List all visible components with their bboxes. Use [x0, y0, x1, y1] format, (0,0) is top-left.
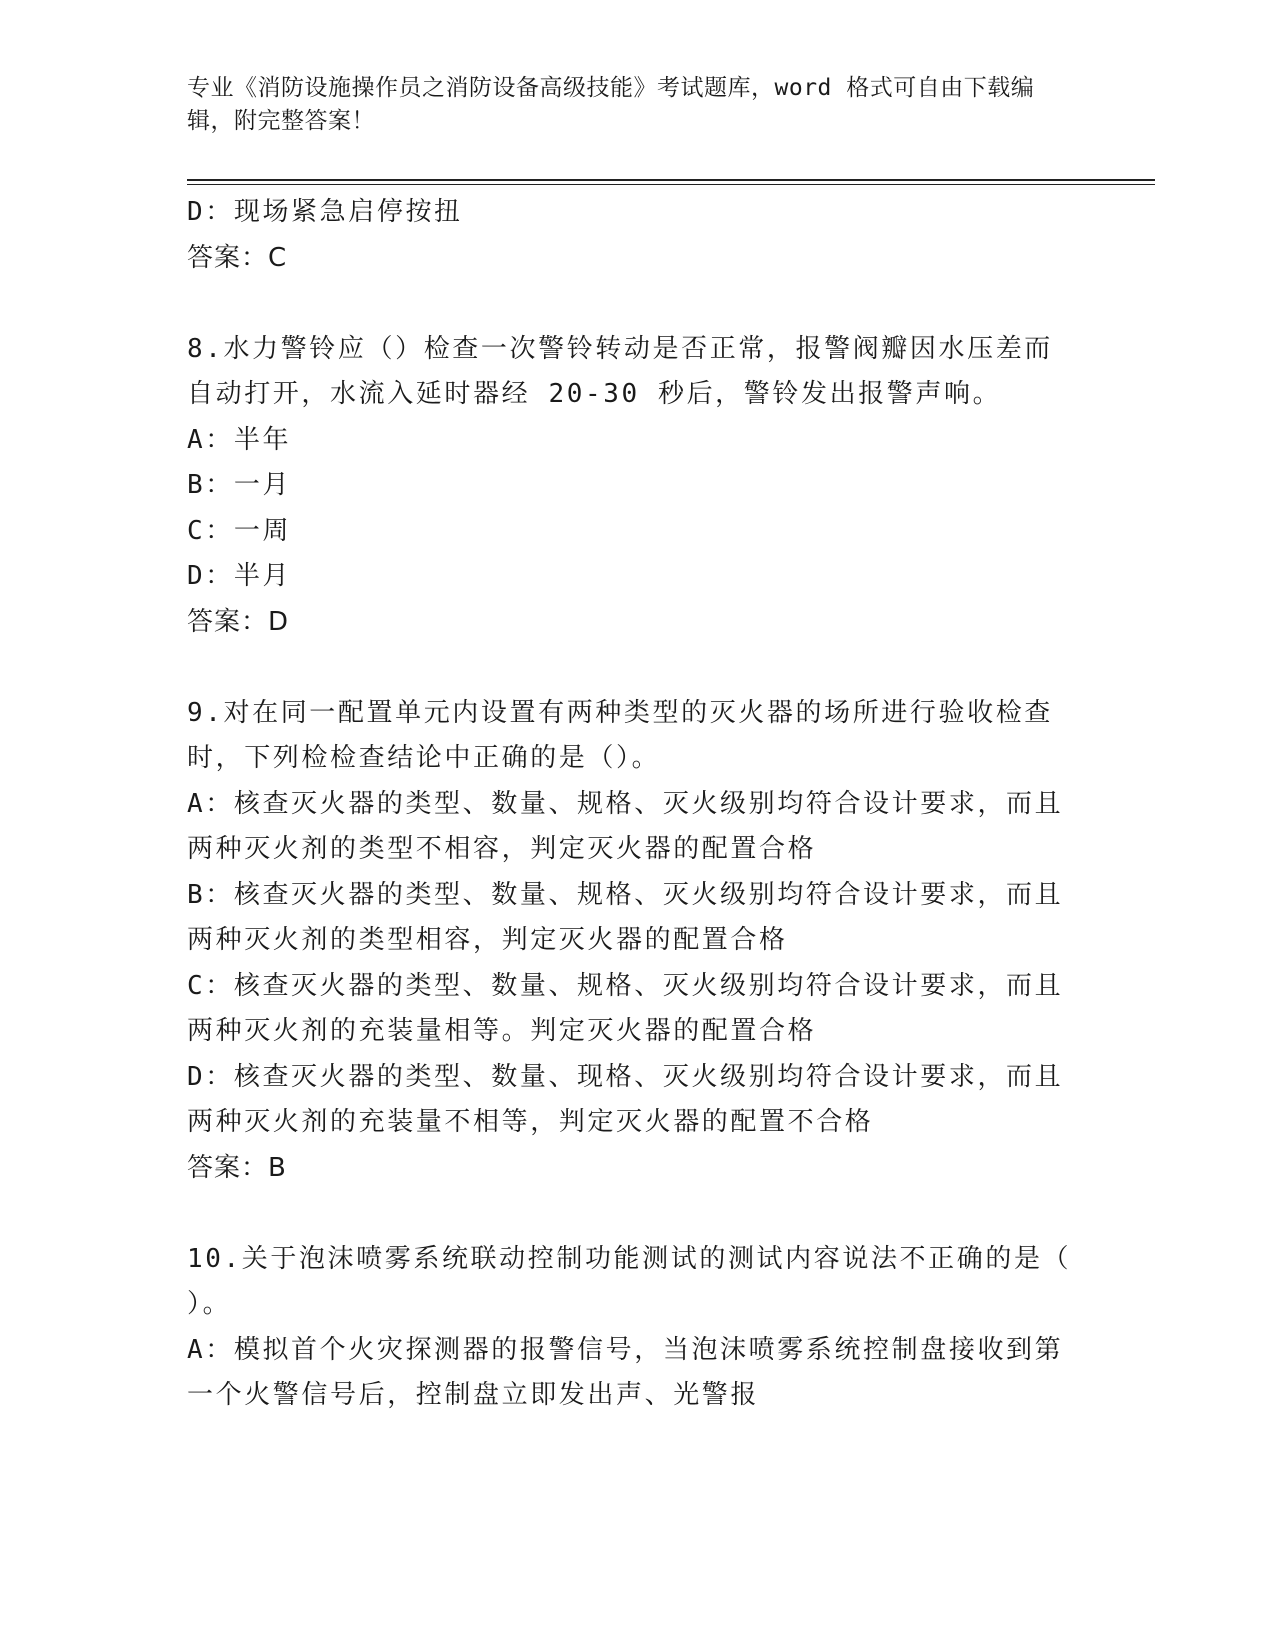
- q8-answer: 答案：D: [187, 606, 290, 637]
- spacer: [187, 281, 1087, 327]
- header-divider-thin: [187, 184, 1155, 185]
- q9-stem-line-1: 9.对在同一配置单元内设置有两种类型的灭火器的场所进行验收检查: [187, 697, 1053, 728]
- q8-option-c: C：一周: [187, 515, 292, 546]
- q8-stem-line-2: 自动打开，水流入延时器经 20-30 秒后，警铃发出报警声响。: [187, 379, 1002, 409]
- q9-answer: 答案：B: [187, 1152, 287, 1183]
- spacer: [187, 645, 1087, 691]
- q10-option-a-line-1: A：模拟首个火灾探测器的报警信号，当泡沫喷雾系统控制盘接收到第: [187, 1334, 1064, 1365]
- question-10: [187, 1237, 1087, 1419]
- header-line-1: 专业《消防设施操作员之消防设备高级技能》考试题库，word 格式可自由下载编: [187, 75, 1035, 101]
- question-content: [187, 190, 1087, 1419]
- q9-option-d-line-2: 两种灭火剂的充装量不相等，判定灭火器的配置不合格: [187, 1107, 874, 1137]
- q9-option-b-line-2: 两种灭火剂的类型相容，判定灭火器的配置合格: [187, 925, 788, 955]
- q9-stem-line-2: 时，下列检检查结论中正确的是（）。: [187, 743, 661, 773]
- document-header: [187, 72, 1067, 138]
- q9-option-c-line-2: 两种灭火剂的充装量相等。判定灭火器的配置合格: [187, 1016, 817, 1046]
- q9-option-a-line-2: 两种灭火剂的类型不相容，判定灭火器的配置合格: [187, 834, 817, 864]
- header-divider-thick: [187, 179, 1155, 181]
- question-8: [187, 327, 1087, 646]
- q7-option-d: D：现场紧急启停按扭: [187, 197, 463, 227]
- q10-stem-line-2: ）。: [187, 1289, 232, 1319]
- q7-answer: 答案：C: [187, 242, 288, 273]
- q9-option-a-line-1: A：核查灭火器的类型、数量、规格、灭火级别均符合设计要求，而且: [187, 788, 1064, 819]
- header-line-2: 辑，附完整答案！: [187, 108, 375, 134]
- question-9: [187, 691, 1087, 1192]
- spacer: [187, 1191, 1087, 1237]
- q10-option-a-line-2: 一个火警信号后，控制盘立即发出声、光警报: [187, 1380, 760, 1410]
- q10-stem-line-1: 10.关于泡沫喷雾系统联动控制功能测试的测试内容说法不正确的是（: [187, 1243, 1072, 1274]
- question-7-tail: [187, 190, 1087, 281]
- q8-option-d: D：半月: [187, 561, 292, 591]
- q8-stem-line-1: 8.水力警铃应（）检查一次警铃转动是否正常，报警阀瓣因水压差而: [187, 333, 1053, 364]
- q9-option-b-line-1: B：核查灭火器的类型、数量、规格、灭火级别均符合设计要求，而且: [187, 879, 1064, 910]
- q8-option-a: A：半年: [187, 424, 292, 455]
- q9-option-c-line-1: C：核查灭火器的类型、数量、规格、灭火级别均符合设计要求，而且: [187, 970, 1064, 1001]
- q9-option-d-line-1: D：核查灭火器的类型、数量、现格、灭火级别均符合设计要求，而且: [187, 1061, 1064, 1092]
- q8-option-b: B：一月: [187, 470, 292, 500]
